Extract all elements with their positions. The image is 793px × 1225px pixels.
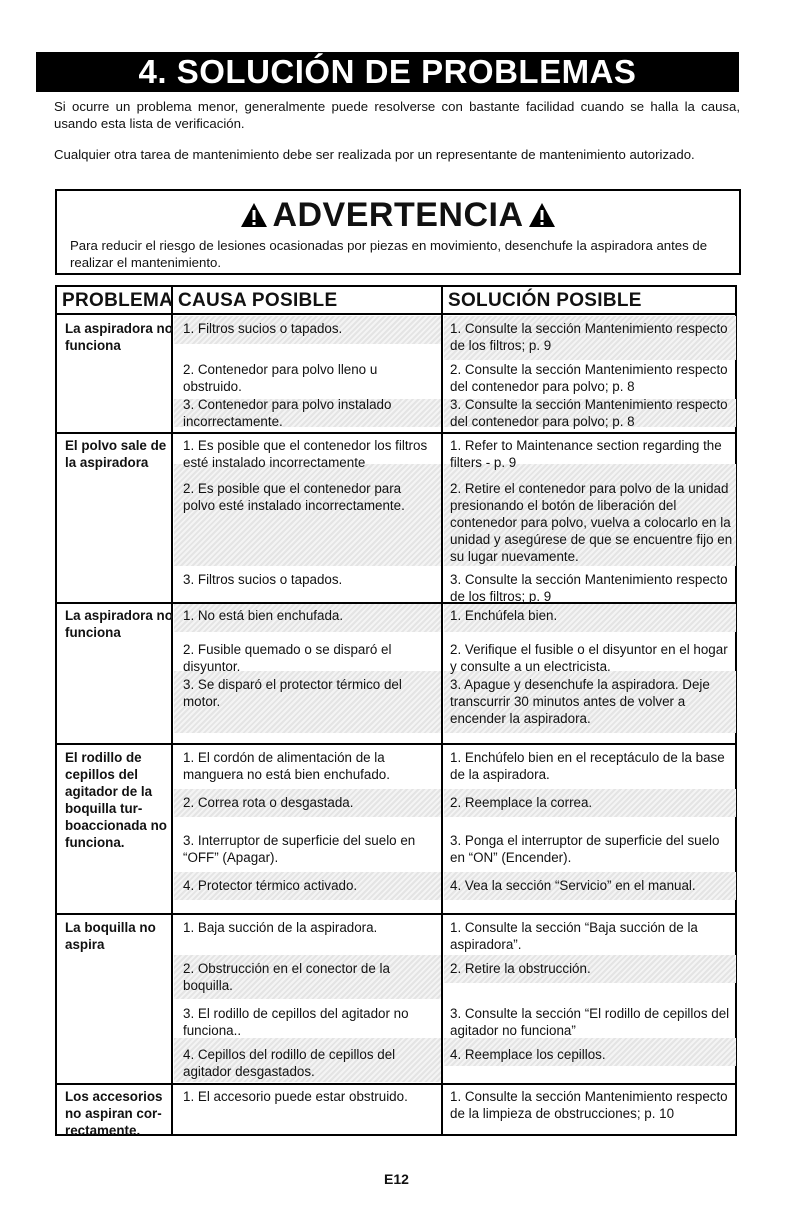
cause-cell: 3. Se disparó el protector térmico del motor. <box>183 677 402 709</box>
solution-cell: 3. Consulte la sección “El rodillo de cepillos del agitador no funciona” <box>450 1006 730 1038</box>
solution-cell: 1. Consulte la sección Mantenimiento respecto de los filtros; p. 9 <box>450 321 728 353</box>
solution-cell: 1. Refer to Maintenance section regarding the filters - p. 9 <box>450 438 722 470</box>
solution-cell: 1. Enchúfela bien. <box>450 608 558 623</box>
cause-cell: 4. Cepillos del rodillo de cepillos del agitador desgastados. <box>183 1047 396 1079</box>
solution-cell: 3. Consulte la sección Mantenimiento respecto de los filtros; p. 9 <box>450 572 728 604</box>
problem-cell: La aspiradora no funciona <box>65 608 173 640</box>
solution-cell: 2. Verifique el fusible o el disyuntor en el hogar y consulte a un electricista. <box>450 642 728 674</box>
problem-cell: El rodillo de cepillos del agitador de la boquilla tur- boaccionada no funciona. <box>65 750 167 850</box>
section-title: 4. SOLUCIÓN DE PROBLEMAS <box>36 52 739 92</box>
cause-cell: 2. Es posible que el contenedor para polvo esté instalado incorrectamente. <box>183 481 405 513</box>
problem-cell: El polvo sale de la aspiradora <box>65 438 167 470</box>
warning-triangle-icon <box>528 199 556 235</box>
header-solution: SOLUCIÓN POSIBLE <box>448 290 642 311</box>
cause-cell: 1. Filtros sucios o tapados. <box>183 321 343 336</box>
solution-cell: 1. Consulte la sección Mantenimiento respecto de la limpieza de obstrucciones; p. 10 <box>450 1089 728 1121</box>
warning-box <box>55 189 741 275</box>
cause-cell: 2. Correa rota o desgastada. <box>183 795 354 810</box>
cause-cell: 3. Interruptor de superficie del suelo en “OFF” (Apagar). <box>183 833 416 865</box>
problem-cell: Los accesorios no aspiran cor- rectamente. <box>65 1089 163 1138</box>
solution-cell: 2. Retire el contenedor para polvo de la unidad presionando el botón de liberación del contenedor para polvo, vuelva a colocarlo en la unidad y asegúrese de que se encuentre fijo en su lugar nuevamente. <box>450 481 733 564</box>
cause-cell: 2. Fusible quemado o se disparó el disyuntor. <box>183 642 392 674</box>
cause-cell: 2. Obstrucción en el conector de la boquilla. <box>183 961 390 993</box>
troubleshooting-table <box>55 285 737 1136</box>
solution-cell: 4. Vea la sección “Servicio” en el manual. <box>450 878 696 893</box>
solution-cell: 2. Retire la obstrucción. <box>450 961 591 976</box>
cause-cell: 1. No está bien enchufada. <box>183 608 344 623</box>
cause-cell: 1. El cordón de alimentación de la manguera no está bien enchufado. <box>183 750 390 782</box>
header-cause: CAUSA POSIBLE <box>178 290 338 311</box>
page-number: E12 <box>384 1171 409 1187</box>
cause-cell: 3. Filtros sucios o tapados. <box>183 572 343 587</box>
solution-cell: 3. Apague y desenchufe la aspiradora. Deje transcurrir 30 minutos antes de volver a encender la aspiradora. <box>450 677 710 726</box>
solution-cell: 4. Reemplace los cepillos. <box>450 1047 606 1062</box>
cause-cell: 4. Protector térmico activado. <box>183 878 358 893</box>
intro-paragraph-1: Si ocurre un problema menor, generalmente puede resolverse con bastante facilidad cuando se halla la causa, usando esta lista de verificación. <box>54 99 740 131</box>
warning-title: ADVERTENCIA <box>272 196 524 234</box>
problem-cell: La aspiradora no funciona <box>65 321 173 353</box>
cause-cell: 2. Contenedor para polvo lleno u obstruido. <box>183 362 378 394</box>
solution-cell: 1. Consulte la sección “Baja succión de la aspiradora”. <box>450 920 698 952</box>
solution-cell: 2. Consulte la sección Mantenimiento respecto del contenedor para polvo; p. 8 <box>450 362 728 394</box>
cause-cell: 1. Es posible que el contenedor los filtros esté instalado incorrectamente <box>183 438 428 470</box>
warning-text: Para reducir el riesgo de lesiones ocasionadas por piezas en movimiento, desenchufe la aspiradora antes de realizar el mantenimiento. <box>70 238 708 270</box>
cause-cell: 1. El accesorio puede estar obstruido. <box>183 1089 408 1104</box>
warning-heading <box>57 197 739 235</box>
solution-cell: 2. Reemplace la correa. <box>450 795 593 810</box>
solution-cell: 3. Ponga el interruptor de superficie del suelo en “ON” (Encender). <box>450 833 720 865</box>
problem-cell: La boquilla no aspira <box>65 920 156 952</box>
intro-paragraph-2: Cualquier otra tarea de mantenimiento debe ser realizada por un representante de mantenimiento autorizado. <box>54 147 695 162</box>
solution-cell: 3. Consulte la sección Mantenimiento respecto del contenedor para polvo; p. 8 <box>450 397 728 429</box>
cause-cell: 1. Baja succión de la aspiradora. <box>183 920 378 935</box>
solution-cell: 1. Enchúfelo bien en el receptáculo de la base de la aspiradora. <box>450 750 725 782</box>
cause-cell: 3. Contenedor para polvo instalado incorrectamente. <box>183 397 392 429</box>
warning-triangle-icon <box>240 199 268 235</box>
cause-cell: 3. El rodillo de cepillos del agitador no funciona.. <box>183 1006 409 1038</box>
header-problem: PROBLEMA <box>62 290 174 311</box>
